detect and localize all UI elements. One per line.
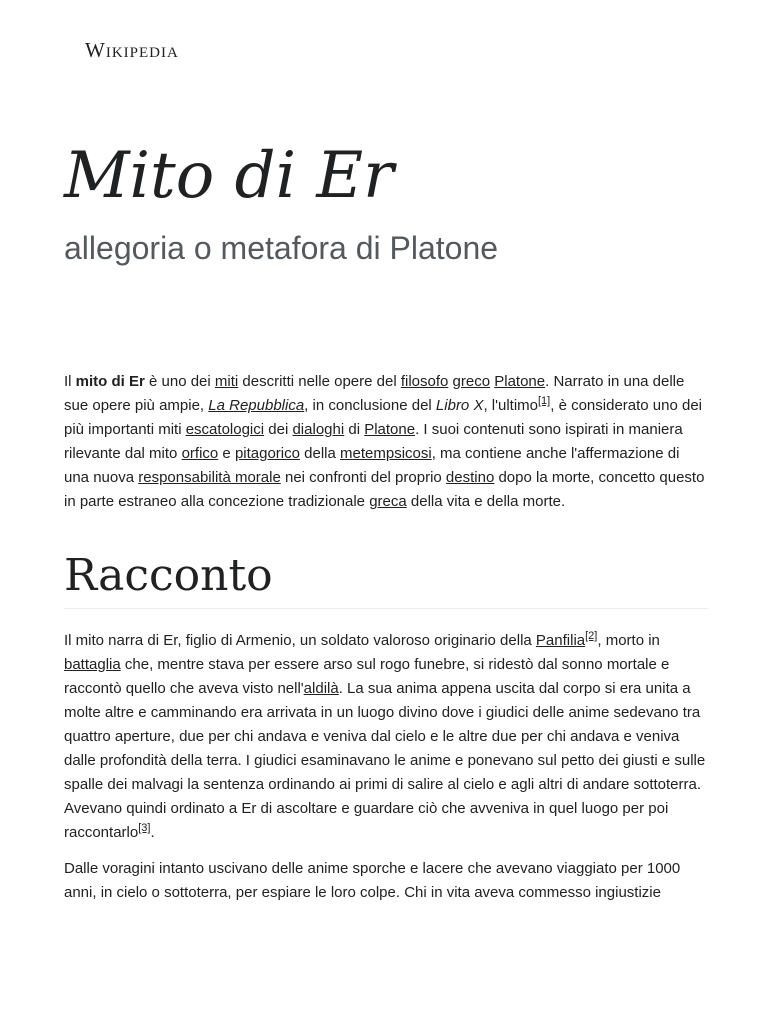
link-platone[interactable]: Platone <box>494 373 546 390</box>
text: che, mentre stava per essere arso sul rogo funebre, si ridestò dal sonno mortale e raccontò quello che aveva visto nell' <box>64 656 670 697</box>
text: di <box>344 421 365 438</box>
text: descritti nelle opere del <box>238 373 401 390</box>
text: . <box>150 824 155 841</box>
page-title: Mito di Er <box>64 139 394 213</box>
article-body <box>64 370 708 917</box>
reference-3[interactable]: [3] <box>138 822 151 834</box>
text: dei <box>264 421 293 438</box>
text: . La sua anima appena uscita dal corpo si era unita a molte altre e camminando era arrivata in un luogo divino dove i giudici delle anime sedevano tra quattro aperture, due per chi andava e veniva dal cielo e le altre due per chi andava e veniva dalle profondità della terra. I giudici esaminavano le anime e ponevano sul petto dei giusti e sulle spalle dei malvagi la sentenza ordinando ai primi di salire al cielo e agli altri di andare sottoterra. Avevano quindi ordinato a Er di ascoltare e guardare ciò che avveniva in quel luogo per poi raccontarlo <box>64 680 706 841</box>
link-responsabilita-morale[interactable]: responsabilità morale <box>138 469 281 486</box>
link-orfico[interactable]: orfico <box>181 445 219 462</box>
reference-2[interactable]: [2] <box>585 630 598 642</box>
link-miti[interactable]: miti <box>214 373 239 390</box>
text: , l'ultimo <box>483 397 538 414</box>
racconto-paragraph-2: Dalle voragini intanto uscivano delle anime sporche e lacere che avevano viaggiato per 1000 anni, in cielo o sottoterra, per espiare le loro colpe. Chi in vita aveva commesso ingiustizie <box>64 860 681 901</box>
text: della <box>299 445 341 462</box>
link-la-repubblica[interactable]: La Repubblica <box>208 397 305 414</box>
link-battaglia[interactable]: battaglia <box>64 656 121 673</box>
link-pitagorico[interactable]: pitagorico <box>234 445 300 462</box>
text: Il <box>64 373 76 390</box>
link-destino[interactable]: destino <box>445 469 495 486</box>
text: Il mito narra di Er, figlio di Armenio, un soldato valoroso originario della <box>64 632 536 649</box>
link-aldila[interactable]: aldilà <box>303 680 339 697</box>
text: dopo la morte, concetto questo in parte estraneo alla concezione tradizionale <box>64 469 705 510</box>
link-escatologici[interactable]: escatologici <box>185 421 265 438</box>
text: , morto in <box>597 632 660 649</box>
link-greco[interactable]: greco <box>452 373 491 390</box>
racconto-paragraph-1 <box>64 629 708 845</box>
text: , in conclusione del <box>304 397 436 414</box>
text: della vita e della morte. <box>406 493 566 510</box>
bold-term: mito di Er <box>75 373 145 390</box>
link-filosofo[interactable]: filosofo <box>400 373 449 390</box>
link-panfilia[interactable]: Panfilia <box>535 632 586 649</box>
text: . Narrato in una delle sue opere più ampie, <box>64 373 685 414</box>
link-metempsicosi[interactable]: metempsicosi <box>340 445 432 462</box>
page-subtitle: allegoria o metafora di Platone <box>64 230 499 266</box>
text: . I suoi contenuti sono ispirati in maniera rilevante dal mito <box>64 421 683 462</box>
section-heading-racconto[interactable]: Racconto <box>64 548 708 609</box>
link-dialoghi[interactable]: dialoghi <box>292 421 345 438</box>
wikipedia-logo[interactable]: Wikipedia <box>85 38 179 62</box>
text: nei confronti del proprio <box>280 469 446 486</box>
link-greca[interactable]: greca <box>369 493 407 510</box>
reference-1[interactable]: [1] <box>538 395 551 407</box>
text: , ma contiene anche l'affermazione di una nuova <box>64 445 680 486</box>
link-platone-2[interactable]: Platone <box>364 421 416 438</box>
intro-paragraph <box>64 370 708 514</box>
text: e <box>218 445 235 462</box>
text: è uno dei <box>144 373 215 390</box>
italic-libro-x: Libro X <box>435 397 484 414</box>
text: , è considerato uno dei più importanti miti <box>64 397 703 438</box>
